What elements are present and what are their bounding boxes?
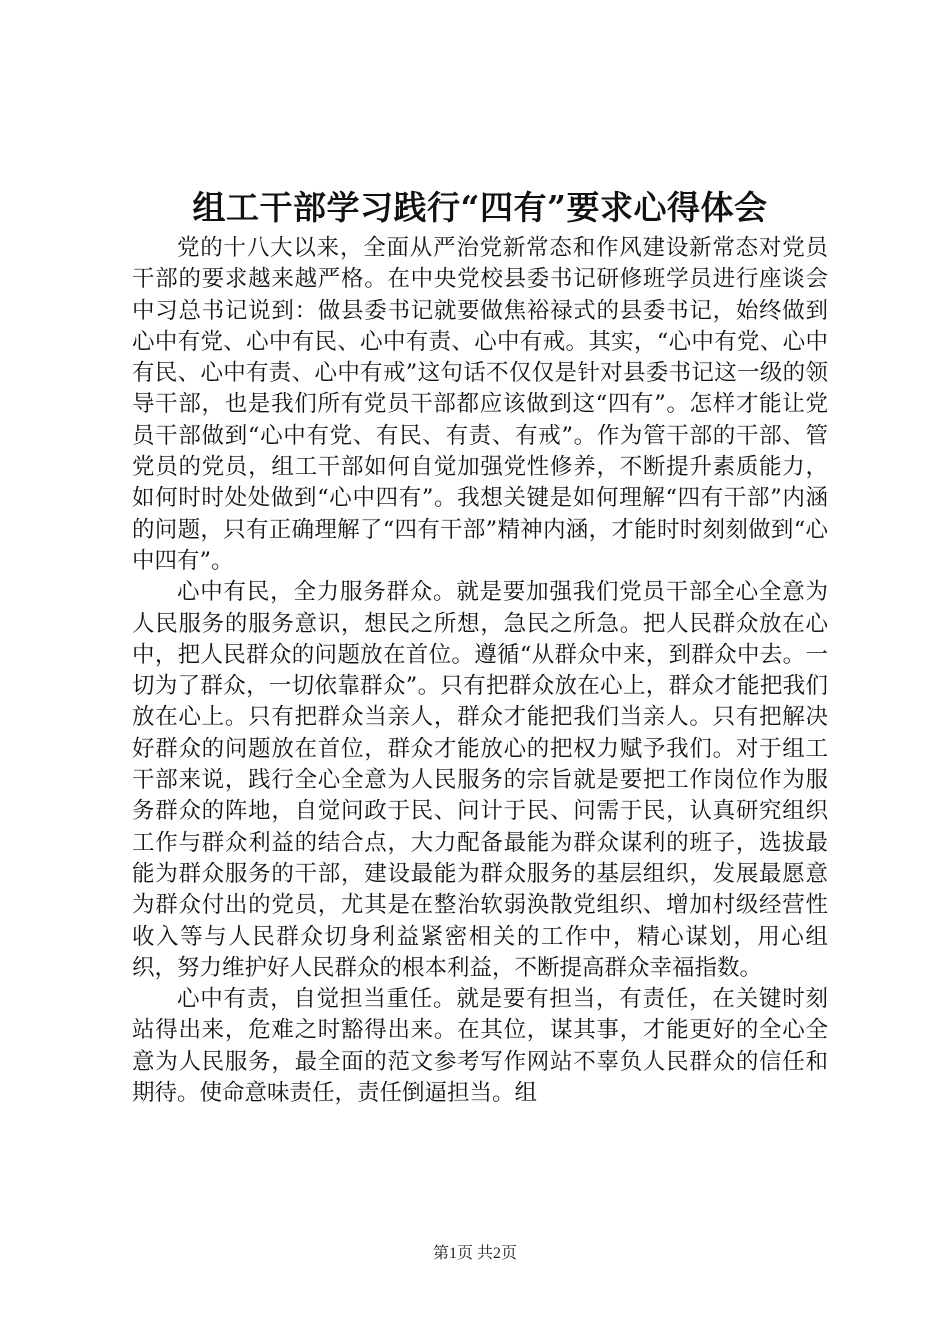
page-footer: 第1页 共2页 — [432, 1245, 517, 1262]
paragraph-heart-for-people: 心中有民，全力服务群众。就是要加强我们党员干部全心全意为人民服务的服务意识，想民之所想，急民之所急。把人民群众放在心中，把人民群众的问题放在首位。遵循“从群众中来，到群众中去。一切为了群众，一切依靠群众”。只有把群众放在心上，群众才能把我们放在心上。只有把群众当亲人，群众才能把我们当亲人。只有把解决好群众的问题放在首位，群众才能放心的把权力赋予我们。对于组工干部来说，践行全心全意为人民服务的宗旨就是要把工作岗位作为服务群众的阵地，自觉问政于民、问计于民、问需于民，认真研究组织工作与群众利益的结合点，大力配备最能为群众谋利的班子，选拔最能为群众服务的干部，建设最能为群众服务的基层组织，发展最愿意为群众付出的党员，尤其是在整治软弱涣散党组织、增加村级经营性收入等与人民群众切身利益紧密相关的工作中，精心谋划，用心组织，努力维护好人民群众的根本利益，不断提高群众幸福指数。 — [132, 579, 828, 981]
document-title: 组工干部学习践行“四有”要求心得体会 — [192, 188, 768, 227]
paragraph-intro: 党的十八大以来，全面从严治党新常态和作风建设新常态对党员干部的要求越来越严格。在中央党校县委书记研修班学员进行座谈会中习总书记说到：做县委书记就要做焦裕禄式的县委书记，始终做到心中有党、心中有民、心中有责、心中有戒。其实，“心中有党、心中有民、心中有责、心中有戒”这句话不仅仅是针对县委书记这一级的领导干部，也是我们所有党员干部都应该做到这“四有”。怎样才能让党员干部做到“心中有党、有民、有责、有戒”。作为管干部的干部、管党员的党员，组工干部如何自觉加强党性修养，不断提升素质能力，如何时时处处做到“心中四有”。我想关键是如何理解“四有干部”内涵的问题，只有正确理解了“四有干部”精神内涵，才能时时刻刻做到“心中四有”。 — [132, 235, 828, 574]
document-body — [132, 233, 828, 1109]
paragraph-heart-for-responsibility: 心中有责，自觉担当重任。就是要有担当，有责任，在关键时刻站得出来，危难之时豁得出来。在其位，谋其事，才能更好的全心全意为人民服务，最全面的范文参考写作网站不辜负人民群众的信任和期待。使命意味责任，责任倒逼担当。组 — [132, 986, 828, 1107]
